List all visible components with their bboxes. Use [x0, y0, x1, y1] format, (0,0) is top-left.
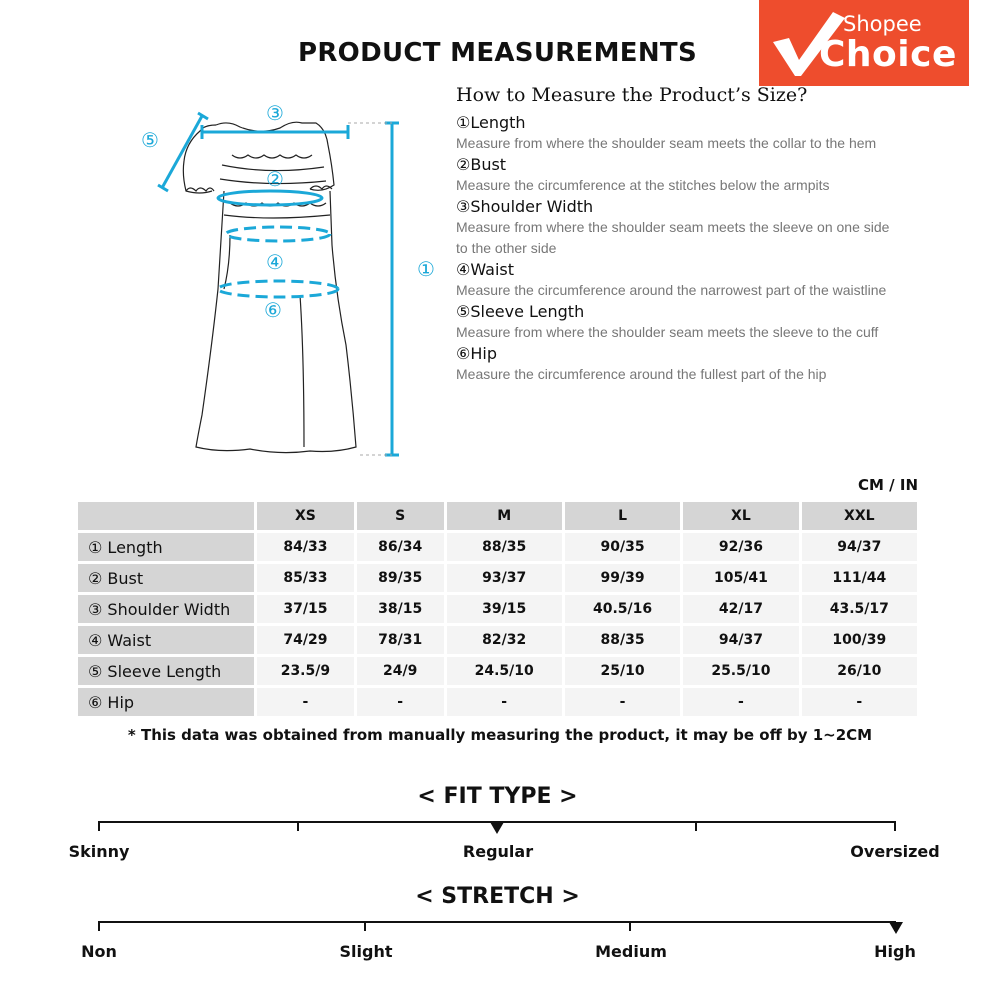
measure-desc: Measure the circumference at the stitches below the armpits	[456, 177, 830, 193]
stretch-label-high: High	[874, 942, 916, 961]
table-cell: 25.5/10	[683, 657, 801, 685]
table-cell: 24.5/10	[447, 657, 565, 685]
measure-item-length	[456, 113, 896, 154]
table-cell: -	[683, 688, 801, 716]
measure-item-bust	[456, 155, 896, 196]
marker-1: ①	[417, 257, 435, 281]
table-row	[78, 657, 920, 685]
how-to-measure	[456, 84, 896, 386]
measure-desc: Measure the circumference around the fullest part of the hip	[456, 366, 827, 382]
column-header: XXL	[802, 502, 920, 530]
stretch-label-slight: Slight	[339, 942, 393, 961]
fit-tick	[894, 821, 896, 831]
fit-tick	[695, 821, 697, 831]
table-cell: 82/32	[447, 626, 565, 654]
column-header: XS	[257, 502, 357, 530]
unit-label: CM / IN	[858, 476, 918, 494]
measure-item-waist	[456, 260, 896, 301]
table-cell: 78/31	[357, 626, 447, 654]
table-cell: 111/44	[802, 564, 920, 592]
table-row	[78, 564, 920, 592]
dress-diagram	[120, 95, 440, 475]
stretch-pointer-icon	[889, 922, 903, 934]
badge-choice-text: Choice	[819, 34, 957, 75]
marker-3: ③	[266, 101, 284, 125]
table-corner-cell	[78, 502, 257, 530]
table-cell: 40.5/16	[565, 595, 683, 623]
table-cell: 23.5/9	[257, 657, 357, 685]
measure-item-sleeve-length	[456, 302, 896, 343]
marker-6: ⑥	[264, 298, 282, 322]
row-label: ① Length	[78, 533, 257, 561]
measurement-lines	[158, 113, 399, 455]
how-to-measure-title: How to Measure the Product’s Size?	[456, 84, 808, 106]
row-label: ④ Waist	[78, 626, 257, 654]
marker-4: ④	[266, 250, 284, 274]
row-label: ② Bust	[78, 564, 257, 592]
fit-type-title: < FIT TYPE >	[417, 784, 578, 809]
table-cell: 88/35	[447, 533, 565, 561]
stretch-scale	[98, 921, 896, 923]
table-cell: 92/36	[683, 533, 801, 561]
table-cell: -	[257, 688, 357, 716]
fit-tick	[297, 821, 299, 831]
stretch-tick	[364, 921, 366, 931]
fit-label-skinny: Skinny	[68, 842, 130, 861]
table-cell: 100/39	[802, 626, 920, 654]
measure-item-shoulder-width	[456, 197, 896, 259]
shopee-choice-badge	[759, 0, 969, 86]
table-cell: 24/9	[357, 657, 447, 685]
hip-line	[218, 281, 338, 297]
measure-name: ③Shoulder Width	[456, 197, 594, 216]
stretch-label-non: Non	[81, 942, 117, 961]
column-header: XL	[683, 502, 801, 530]
table-cell: 37/15	[257, 595, 357, 623]
measure-desc: Measure from where the shoulder seam meets the sleeve on one side to the other side	[456, 219, 890, 256]
table-header-row	[78, 502, 920, 530]
measure-name: ②Bust	[456, 155, 507, 174]
column-header: L	[565, 502, 683, 530]
table-cell: -	[802, 688, 920, 716]
guide-lines	[348, 123, 392, 455]
stretch-title: < STRETCH >	[415, 884, 580, 909]
measure-name: ①Length	[456, 113, 526, 132]
sleeve-length-line	[162, 116, 202, 188]
stretch-label-medium: Medium	[595, 942, 667, 961]
measure-desc: Measure from where the shoulder seam meets the sleeve to the cuff	[456, 324, 879, 340]
table-cell: 43.5/17	[802, 595, 920, 623]
fit-tick	[98, 821, 100, 831]
table-cell: 105/41	[683, 564, 801, 592]
measurement-note: * This data was obtained from manually measuring the product, it may be off by 1~2CM	[127, 726, 873, 744]
table-cell: -	[357, 688, 447, 716]
measure-item-hip	[456, 344, 896, 385]
table-cell: 99/39	[565, 564, 683, 592]
table-cell: 88/35	[565, 626, 683, 654]
size-table	[78, 499, 920, 719]
table-row	[78, 533, 920, 561]
table-row	[78, 595, 920, 623]
measure-name: ④Waist	[456, 260, 514, 279]
row-label: ⑤ Sleeve Length	[78, 657, 257, 685]
row-label: ⑥ Hip	[78, 688, 257, 716]
measure-name: ⑤Sleeve Length	[456, 302, 585, 321]
column-header: M	[447, 502, 565, 530]
table-cell: 85/33	[257, 564, 357, 592]
table-cell: 90/35	[565, 533, 683, 561]
table-cell: 74/29	[257, 626, 357, 654]
table-cell: -	[565, 688, 683, 716]
column-header: S	[357, 502, 447, 530]
badge-shopee-text: Shopee	[843, 12, 922, 36]
table-cell: 25/10	[565, 657, 683, 685]
table-cell: 86/34	[357, 533, 447, 561]
bust-line	[218, 191, 322, 205]
table-cell: 38/15	[357, 595, 447, 623]
table-cell: 93/37	[447, 564, 565, 592]
measure-name: ⑥Hip	[456, 344, 497, 363]
table-cell: -	[447, 688, 565, 716]
table-row	[78, 626, 920, 654]
measure-desc: Measure the circumference around the narrowest part of the waistline	[456, 282, 887, 298]
marker-2: ②	[266, 167, 284, 191]
table-cell: 26/10	[802, 657, 920, 685]
table-cell: 94/37	[802, 533, 920, 561]
table-cell: 94/37	[683, 626, 801, 654]
measure-desc: Measure from where the shoulder seam meets the collar to the hem	[456, 135, 877, 151]
table-cell: 89/35	[357, 564, 447, 592]
row-label: ③ Shoulder Width	[78, 595, 257, 623]
stretch-tick	[98, 921, 100, 931]
table-cell: 84/33	[257, 533, 357, 561]
table-cell: 42/17	[683, 595, 801, 623]
fit-label-regular: Regular	[462, 842, 534, 861]
stretch-tick	[629, 921, 631, 931]
marker-5: ⑤	[141, 128, 159, 152]
fit-type-pointer-icon	[490, 822, 504, 834]
waist-line	[226, 227, 330, 241]
table-cell: 39/15	[447, 595, 565, 623]
fit-label-oversized: Oversized	[850, 842, 940, 861]
table-row	[78, 688, 920, 716]
page-title: PRODUCT MEASUREMENTS	[298, 38, 697, 68]
